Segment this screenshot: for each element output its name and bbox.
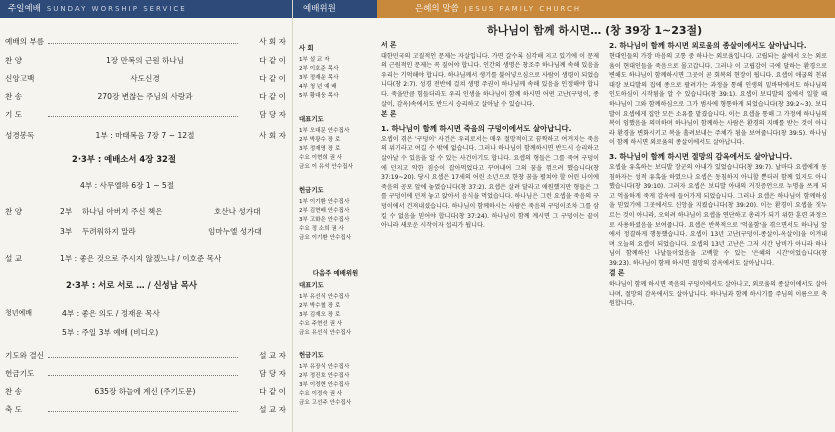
roster-entry: 수요 이현희 권 사 <box>299 155 343 161</box>
roster-header <box>293 0 378 18</box>
grace-header <box>377 0 835 18</box>
roster-section-title: 헌금기도 <box>299 351 324 359</box>
order-row <box>0 91 292 103</box>
worship-order-column <box>0 0 292 432</box>
roster-section-title: 사 회 <box>299 44 314 52</box>
order-label: 기도와 결신 <box>5 351 45 360</box>
body-heading: 본 론 <box>381 110 397 119</box>
roster-entry: 3부 정재운 목사 <box>299 75 339 81</box>
praise-part: 2부 <box>60 207 73 216</box>
roster-entry: 3부 김재오 장 로 <box>299 312 341 318</box>
order-leader: 사 회 자 <box>259 37 286 46</box>
worship-header-title: 주일예배 <box>8 4 41 14</box>
point3-paragraph: 요셉을 유혹하는 보디발 장군의 아내가 있었습니다(창 39:7). 날마다 요셉에게 동침하자는 성적 유혹을 하였으나 요셉은 동침하지 아니할 뿐더러 함께 있지도 아니했습니다(창 39:10). 그러자 요셉은 보디발 아내의 거짓증언으로 누명을 쓰게 되고 억울하게 죽게 감옥에 들어가게 되었습니다. 그러나 요셉은 하나님이 함께하심을 믿었기에 그곳에서도 신앙을 지켰습니다(창 39:20). 이는 환경이 요셉을 짓누르는 것이 아니라, 오히려 하나님이 요셉을 연단하고 총리가 되기 위한 훈련 과정으로 사용하셨음을 보여줍니다. 요셉은 반복적으로 '억울함'을 겪으면서도 하나님 앞에서 정결하게 행동했습니다. 요셉이 13년 고난(구덩이-종살이-옥살이)을 이겨내며 오늘의 요셉이 되었습니다. 요셉의 13년 고난은 그저 시간 낭비가 아니라 하나님이 함께하신 나날들이었음을 고백할 수 있는 '은혜의 시간'이었습니다(창 39:23). 하나님이 함께 하시면 절망의 감옥에서도 살아납니다. <box>609 163 827 267</box>
reading-part4: 4부 : 사무엘하 6장 1 ~ 5절 <box>80 181 175 190</box>
roster-section-title: 대표기도 <box>299 115 324 123</box>
conclusion-paragraph: 하나님이 함께 하시면 죽음의 구덩이에서도 살아나고, 외로움의 종살이에서도 살아나며, 절망의 감옥에서도 살아납니다. 하나님과 함께 하시기를 주님의 이름으로 축원합니다. <box>609 281 827 308</box>
roster-entry: 금요 이기환 안수집사 <box>299 235 352 241</box>
order-label: 예배의 부름 <box>5 37 45 46</box>
roster-column <box>292 0 378 432</box>
order-row <box>0 36 292 48</box>
order-label: 신앙고백 <box>5 74 35 83</box>
youth-part5: 5부 : 주일 3부 예배 (비디오) <box>62 328 159 337</box>
order-leader: 담 당 자 <box>259 369 286 378</box>
order-content: 635장 하늘에 계신 (주기도문) <box>94 387 196 396</box>
roster-section-title: 헌금기도 <box>299 186 324 194</box>
order-row <box>0 109 292 121</box>
order-content: 사도신경 <box>130 74 160 83</box>
order-row <box>0 55 292 67</box>
roster-entry: 1부 유장식 안수집사 <box>299 364 350 370</box>
order-leader: 다 같 이 <box>259 387 286 396</box>
order-label: 찬 송 <box>5 92 23 101</box>
roster-entry: 1부 이기환 안수집사 <box>299 199 350 205</box>
roster-section-title: 대표기도 <box>299 281 324 289</box>
point1-paragraph: 요셉이 겪은 '구덩이' 사건은 우리로서는 매우 절망적이고 끔찍하고 여겨지는 죽음의 위기라고 여길 수 밖에 없습니다. 그러나 하나님이 함께하시면 반드시 승리하고 살아날 수 있음을 알 수 있는 사건이기도 합니다. 요셉의 형들은 그를 죽여 구덩이에 던지고 악한 짐승이 잡아먹었다고 꾸며내어 그의 꿈을 꺾으려 했습니다(창 37:19~20). 당시 요셉은 17세의 어린 소년으로 한창 꿈을 펼쳐야 할 어린 나이에 죽음의 공포 앞에 놓였습니다(창 37:2). 요셉은 살려 달라고 애원했지만 형들은 그를 구덩이에 던져 놓고 앉아서 음식을 먹었습니다. 하나님은 그런 요셉을 죽음의 구덩이에서 건져내셨습니다. 하나님이 함께하시는 사람은 죽음의 구덩이조차 그를 삼킬 수 없음을 믿어야 합니다(창 37:24). 하나님이 함께 계시면 그 구덩이는 끝이 아니라 새로운 시작이자 섭리가 됩니다. <box>381 135 599 230</box>
order-row <box>0 73 292 85</box>
conclusion-heading: 결 론 <box>609 269 625 278</box>
roster-entry: 4부 청 년 예 배 <box>299 84 337 90</box>
leader-dots <box>48 116 238 117</box>
order-row <box>0 404 292 416</box>
roster-entry: 수요 주현선 권 사 <box>299 321 343 327</box>
reading-part23: 2·3부 : 예배소서 4장 32절 <box>72 154 176 164</box>
roster-entry: 2부 박수철 장 로 <box>299 303 341 309</box>
order-row <box>0 368 292 380</box>
order-label: 기 도 <box>5 110 23 119</box>
sermon-title: 하나님이 함께 하시면… (창 39장 1~23절) <box>487 24 703 37</box>
roster-entry: 2부 김현배 안수집사 <box>299 208 350 214</box>
youth-part4: 4부 : 좋은 의도 / 정재운 목사 <box>62 309 160 318</box>
praise-song: 두려워하지 말라 <box>82 227 136 236</box>
leader-dots <box>48 43 238 44</box>
leader-dots <box>48 411 238 412</box>
intro-heading: 서 론 <box>381 41 397 49</box>
order-content: 1부 : 마태복음 7장 7 ~ 12절 <box>95 131 195 140</box>
sermon-right-column <box>609 40 827 430</box>
order-row <box>0 350 292 362</box>
roster-entry: 금요 유선식 안수집사 <box>299 330 352 336</box>
praise-choir: 호산나 성가대 <box>214 207 261 216</box>
order-label: 성경봉독 <box>5 131 35 140</box>
order-leader: 다 같 이 <box>259 56 286 65</box>
intro-paragraph: 대한민국의 고질적인 문제는 자살입니다. 가면 갈수록 심각해 지고 있기에 이 문제의 근원적인 문제는 꼭 짚어야 합니다. 인간의 생명은 창조주 하나님께 속해 있음을 우리는 기억해야 합니다. 하나님께서 생기를 불어넣으심으로 사람이 생령이 되었습니다(창 2:7). 성경 전반에 걸쳐 생명 주권이 하나님께 속해 있음을 인정해야 합니다. 죽을만큼 힘들더라도 우리 인생을 하나님이 함께 하시면 어떤 고난(구덩이, 종살이, 감옥)속에서도 반드시 승리하고 살아날 수 있습니다. <box>381 52 599 108</box>
order-leader: 설 교 자 <box>259 351 286 360</box>
roster-entry: 3부 정재영 장 로 <box>299 146 341 152</box>
point1-heading: 1. 하나님이 함께 하시면 죽음의 구덩이에서도 살아납니다. <box>381 123 572 133</box>
order-leader: 사 회 자 <box>259 131 286 140</box>
order-leader: 설 교 자 <box>259 405 286 414</box>
praise-song: 하나님 아버지 주신 책은 <box>82 207 163 216</box>
order-content: 270장 변찮는 주님의 사랑과 <box>97 92 193 101</box>
order-label: 찬 송 <box>5 387 23 396</box>
roster-entry: 5부 황대웅 목사 <box>299 93 339 99</box>
point2-heading: 2. 하나님이 함께 하시면 외로움의 종살이에서도 살아납니다. <box>609 41 807 50</box>
roster-entry: 3부 고화은 안수집사 <box>299 217 350 223</box>
order-leader: 다 같 이 <box>259 74 286 83</box>
roster-entry: 금요 이 유석 안수집사 <box>299 164 353 170</box>
roster-entry: 3부 이정현 안수집사 <box>299 382 350 388</box>
praise-choir: 임마누엘 성가대 <box>208 227 262 236</box>
next-week-roster-label: 다음주 예배위원 <box>312 269 359 277</box>
order-leader: 다 같 이 <box>259 92 286 101</box>
roster-entry: 수요 정 소희 권 사 <box>299 226 344 232</box>
roster-entry: 1부 오대문 안수집사 <box>299 128 350 134</box>
roster-entry: 2부 이호준 목사 <box>299 66 339 72</box>
order-row <box>0 386 292 398</box>
roster-entry: 1부 설 교 자 <box>299 57 330 63</box>
point2-paragraph: 현대인들의 가장 마음의 고통 중 하나는 외로움입니다. 고립되는 삶에서 오는 외로움이 현대인들을 죽음으로 몰고갑니다. 그러나 이 고립감이 극에 달하는 환경으로 변해도 하나님이 함께하시면 그곳이 곧 회복의 현장이 됩니다. 요셉이 애굽의 친위대장 보디발의 집에 종으로 팔려가는 과정을 통해 인생의 밑바닥에서도 하나님의 인도하심이 시작됨을 알 수 있습니다(창 39:1). 요셉이 보디발의 집에서 일할 때 하나님이 그와 함께하심으로 그가 범사에 형통하게 되었습니다(창 39:2~3). 보디발이 요셉에게 집안 모든 소유를 맡겼습니다. 이는 요셉을 통해 그 가정에 하나님의 복이 임했음을 의미하며 하나님이 함께하는 사람은 환경의 지배를 받는 것이 아니라 환경을 변화시키고 복을 흘려보내는 주체가 됨을 보여줍니다(창 39:5). 하나님이 함께 하시면 외로움의 종살이에서도 살아납니다. <box>609 53 827 147</box>
sermon-label: 설 교 <box>5 254 23 263</box>
youth-label: 청년예배 <box>5 309 33 317</box>
grace-header-en: JESUS FAMILY CHURCH <box>464 5 582 13</box>
order-label: 헌금기도 <box>5 369 35 378</box>
roster-entry: 2부 정진호 안수집사 <box>299 373 350 379</box>
roster-entry: 금요 고선주 안수집사 <box>299 400 352 406</box>
order-leader: 담 당 자 <box>259 110 286 119</box>
leader-dots <box>48 357 238 358</box>
sermon-left-column <box>381 40 599 232</box>
order-label: 찬 양 <box>5 56 23 65</box>
grace-column <box>377 0 835 432</box>
point3-heading: 3. 하나님이 함께 하시면 절망의 감옥에서도 살아납니다. <box>609 151 793 161</box>
sermon-part1: 1부 : 좋은 것으로 주시지 않겠느냐 / 이호준 목사 <box>60 254 222 263</box>
roster-entry: 1부 유선식 안수집사 <box>299 294 350 300</box>
order-row <box>0 130 292 142</box>
leader-dots <box>48 375 238 376</box>
worship-header <box>0 0 292 18</box>
order-content: 1장 만복의 근원 하나님 <box>105 56 185 65</box>
roster-entry: 2부 박광수 장 로 <box>299 137 341 143</box>
grace-header-title: 은혜의 말씀 <box>415 4 459 14</box>
praise-part: 3부 <box>60 227 73 236</box>
order-label: 축 도 <box>5 405 23 414</box>
praise-label: 찬 양 <box>5 207 23 216</box>
worship-header-en: SUNDAY WORSHIP SERVICE <box>46 5 187 13</box>
sermon-part23: 2·3부 : 서로 서로 … / 신성남 목사 <box>66 280 197 290</box>
roster-entry: 수요 이정숙 권 사 <box>299 391 343 397</box>
roster-header-title: 예배위원 <box>303 4 336 14</box>
